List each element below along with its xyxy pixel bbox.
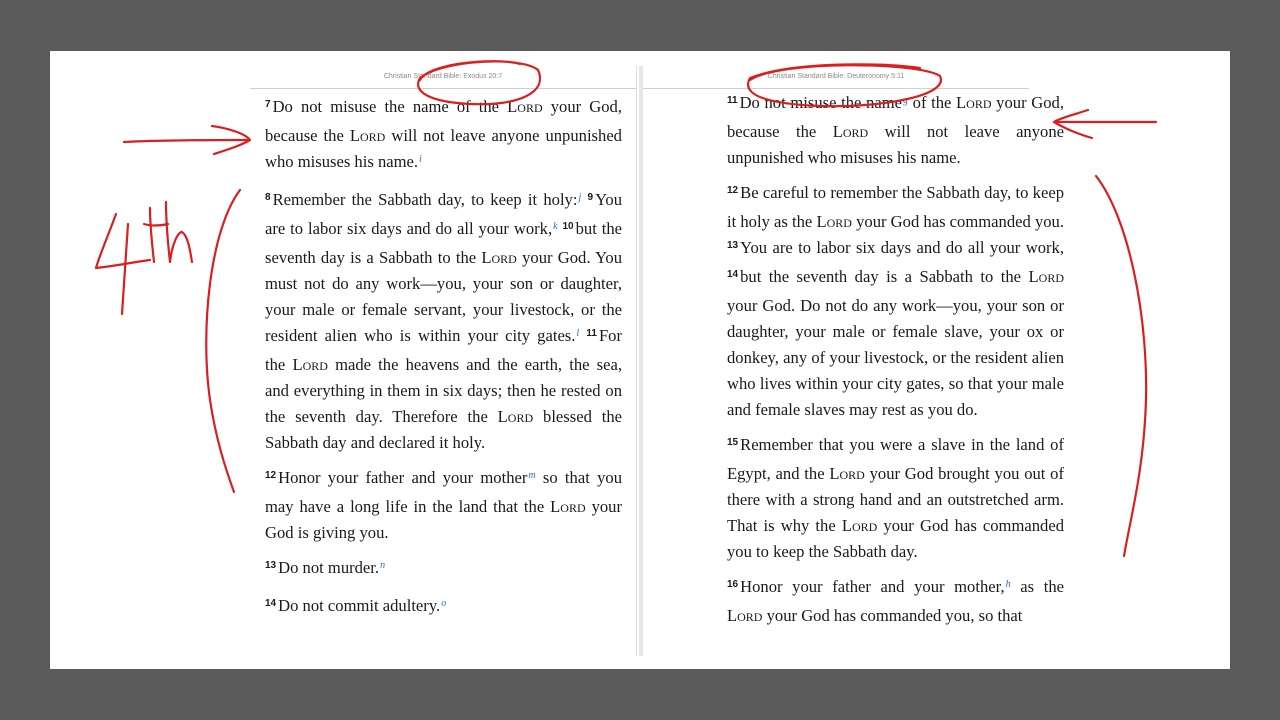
- verse-number[interactable]: 15: [727, 437, 739, 448]
- verse-text: as the: [1020, 577, 1065, 596]
- verse-text: your God, because the: [727, 93, 1064, 141]
- page-header: Christian Standard Bible: Exodus 20:7: [250, 66, 636, 89]
- divine-name: Lord: [1028, 267, 1064, 286]
- verse-text: will not leave anyone unpunished who misuses his name.: [265, 126, 622, 171]
- page-header: Christian Standard Bible: Deuteronomy 5:11: [643, 66, 1029, 89]
- paragraph: [727, 180, 1064, 423]
- paragraph: [265, 593, 622, 622]
- page-exodus: [250, 66, 636, 656]
- verse-number[interactable]: 16: [727, 579, 739, 590]
- paragraph: [265, 94, 622, 178]
- footnote-marker[interactable]: m: [528, 470, 536, 481]
- footnote-marker[interactable]: h: [1005, 579, 1011, 590]
- verse-text: your God brought you out of there with a strong hand and an outstretched arm. That is why the: [727, 464, 1064, 535]
- verse-number[interactable]: 9: [587, 192, 594, 203]
- verse-text: You are to labor six days and do all your work,: [740, 238, 1064, 257]
- verse-text: blessed the Sabbath day and declared it holy.: [265, 407, 622, 452]
- divine-name: Lord: [727, 606, 763, 625]
- verse-number[interactable]: 11: [586, 328, 597, 339]
- divine-name: Lord: [956, 93, 992, 112]
- verse-text: your God. Do not do any work—you, your son or daughter, your male or female slave, your ox or donkey, any of your livestock, or the resident alien who lives within your city gates, so that your male and female slaves may rest as you do.: [727, 296, 1064, 419]
- divine-name: Lord: [841, 516, 878, 535]
- divine-name: Lord: [550, 497, 586, 516]
- verse-text: made the heavens and the earth, the sea, and everything in them in six days; then he rested on the seventh day. Therefore the: [265, 355, 622, 426]
- verse-text: For the: [265, 326, 622, 374]
- slide: [50, 51, 1230, 669]
- divine-name: Lord: [816, 212, 852, 231]
- divine-name: Lord: [832, 122, 869, 141]
- divine-name: Lord: [507, 97, 543, 116]
- paragraph: [727, 432, 1064, 565]
- divine-name: Lord: [497, 407, 534, 426]
- verse-number[interactable]: 14: [727, 269, 739, 280]
- page-deuteronomy: [643, 66, 1065, 656]
- footnote-marker[interactable]: i: [419, 154, 422, 165]
- footnote-marker[interactable]: k: [553, 221, 558, 232]
- footnote-marker[interactable]: j: [578, 192, 582, 203]
- verse-text: will not leave anyone unpunished who misuses his name.: [727, 122, 1064, 167]
- verse-text: of the: [912, 93, 957, 112]
- verse-text: but the seventh day is a Sabbath to the: [740, 267, 1029, 286]
- verse-number[interactable]: 14: [265, 598, 277, 609]
- divine-name: Lord: [829, 464, 865, 483]
- verse-number[interactable]: 10: [562, 221, 574, 232]
- divine-name: Lord: [292, 355, 328, 374]
- verse-text: Remember the Sabbath day, to keep it holy:: [272, 190, 578, 209]
- verse-text: Do not murder.: [278, 558, 380, 577]
- verse-text: Do not misuse the name of the: [272, 97, 508, 116]
- footnote-marker[interactable]: g: [902, 95, 908, 106]
- verse-text: your God has commanded you, so that: [762, 606, 1023, 625]
- footnote-marker[interactable]: n: [380, 560, 386, 571]
- verse-text: but the seventh day is a Sabbath to the: [265, 219, 623, 267]
- verse-number[interactable]: 7: [265, 99, 271, 110]
- verse-text: your God is giving you.: [265, 497, 622, 542]
- paragraph: [265, 555, 622, 584]
- verse-number[interactable]: 8: [265, 192, 271, 203]
- verse-text: your God has commanded you.: [851, 212, 1064, 231]
- verse-text: Be careful to remember the Sabbath day, to keep it holy as the: [727, 183, 1064, 231]
- footnote-marker[interactable]: o: [441, 598, 447, 609]
- paragraph: [265, 187, 622, 456]
- verse-text: Remember that you were a slave in the land of Egypt, and the: [727, 435, 1064, 483]
- page-divider: [636, 66, 637, 656]
- verse-text: Honor your father and your mother,: [740, 577, 1005, 596]
- verse-number[interactable]: 13: [265, 560, 277, 571]
- verse-text: Do not commit adultery.: [278, 596, 441, 615]
- verse-text: so that you may have a long life in the land that the: [265, 468, 622, 516]
- passage-text: [727, 90, 1064, 629]
- verse-number[interactable]: 11: [727, 95, 738, 106]
- passage-text: [265, 94, 622, 622]
- divine-name: Lord: [481, 248, 517, 267]
- paragraph: [265, 465, 622, 546]
- verse-text: Do not misuse the name: [739, 93, 902, 112]
- verse-text: You are to labor six days and do all your work,: [265, 190, 622, 238]
- footnote-marker[interactable]: l: [576, 328, 580, 339]
- verse-text: your God. You must not do any work—you, your son or daughter, your male or female servant, your livestock, or the resident alien who is within your city gates.: [265, 248, 623, 345]
- verse-text: Honor your father and your mother: [278, 468, 528, 487]
- verse-number[interactable]: 12: [265, 470, 277, 481]
- paragraph: [727, 574, 1064, 629]
- paragraph: [727, 90, 1064, 171]
- verse-number[interactable]: 13: [727, 240, 739, 251]
- divine-name: Lord: [349, 126, 386, 145]
- verse-text: your God, because the: [265, 97, 622, 145]
- verse-text: your God has commanded you to keep the Sabbath day.: [727, 516, 1064, 561]
- verse-number[interactable]: 12: [727, 185, 739, 196]
